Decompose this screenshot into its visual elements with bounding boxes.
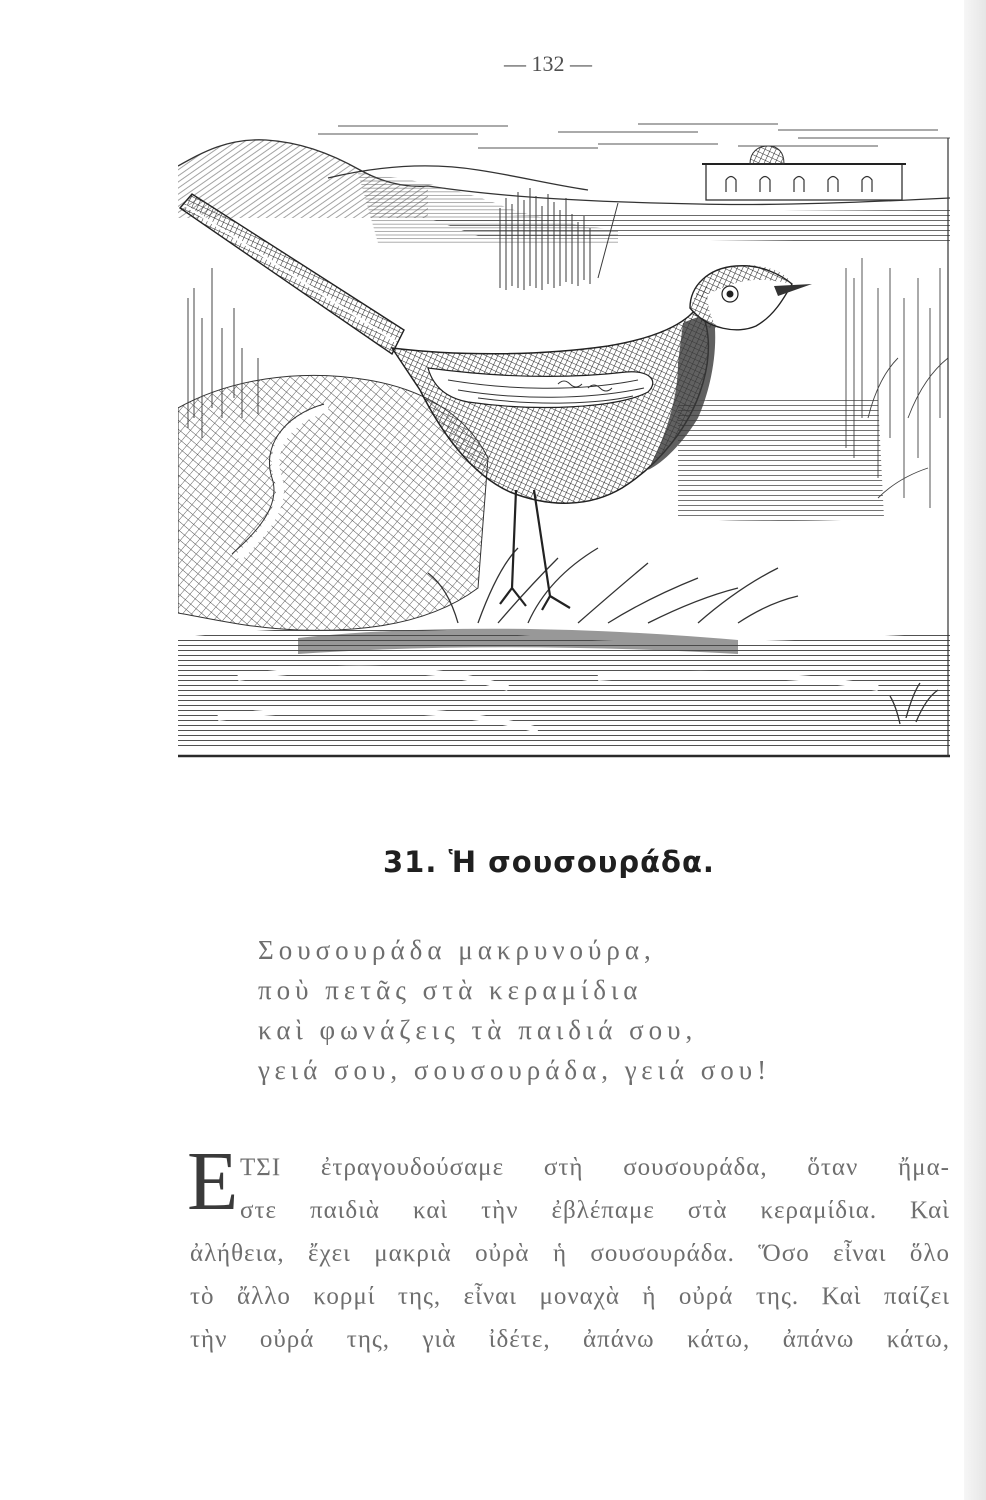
bird-beak xyxy=(774,284,812,296)
wagtail-engraving xyxy=(178,118,950,762)
poem-line: γειά σου, σουσουράδα, γειά σου! xyxy=(258,1055,772,1085)
poem xyxy=(258,930,958,1090)
poem-line: Σουσουράδα μακρυνούρα, xyxy=(258,935,656,965)
bird-legs xyxy=(500,490,570,610)
paragraph-line: στε παιδιὰ καὶ τὴν ἐβλέπαμε στὰ κεραμίδια. Καὶ xyxy=(240,1197,950,1224)
paragraph-line: ἀλήθεια, ἔχει μακριὰ οὐρὰ ἡ σουσουράδα. Ὅσο εἶναι ὅλο xyxy=(190,1240,950,1267)
bird-tail-stripe xyxy=(186,206,396,342)
poem-line: καὶ φωνάζεις τὰ παιδιά σου, xyxy=(258,1015,698,1045)
paragraph-line: τὴν οὐρά της, γιὰ ἰδέτε, ἀπάνω κάτω, ἀπάνω κάτω, xyxy=(190,1326,950,1353)
chapter-title: 31. Ἡ σουσουράδα. xyxy=(383,845,715,879)
sky-hatching xyxy=(318,124,950,148)
bird-pupil xyxy=(727,291,734,298)
distant-house xyxy=(702,146,906,200)
body-paragraph xyxy=(190,1146,950,1361)
drop-cap: Ε xyxy=(187,1135,239,1228)
page-number: — 132 — xyxy=(504,51,592,76)
right-ground xyxy=(678,396,884,521)
paragraph-line: ΤΣΙ ἐτραγουδούσαμε στὴ σουσουράδα, ὅταν ἤμα- xyxy=(240,1154,950,1181)
paragraph-line: τὸ ἄλλο κορμί της, εἶναι μοναχὰ ἡ οὐρά της. Καὶ παίζει xyxy=(190,1283,950,1310)
poem-line: ποὺ πετᾶς στὰ κεραμίδια xyxy=(258,975,643,1005)
page-edge-shadow xyxy=(964,0,986,1500)
grass-tuft xyxy=(428,548,798,623)
house-dome xyxy=(750,146,784,164)
